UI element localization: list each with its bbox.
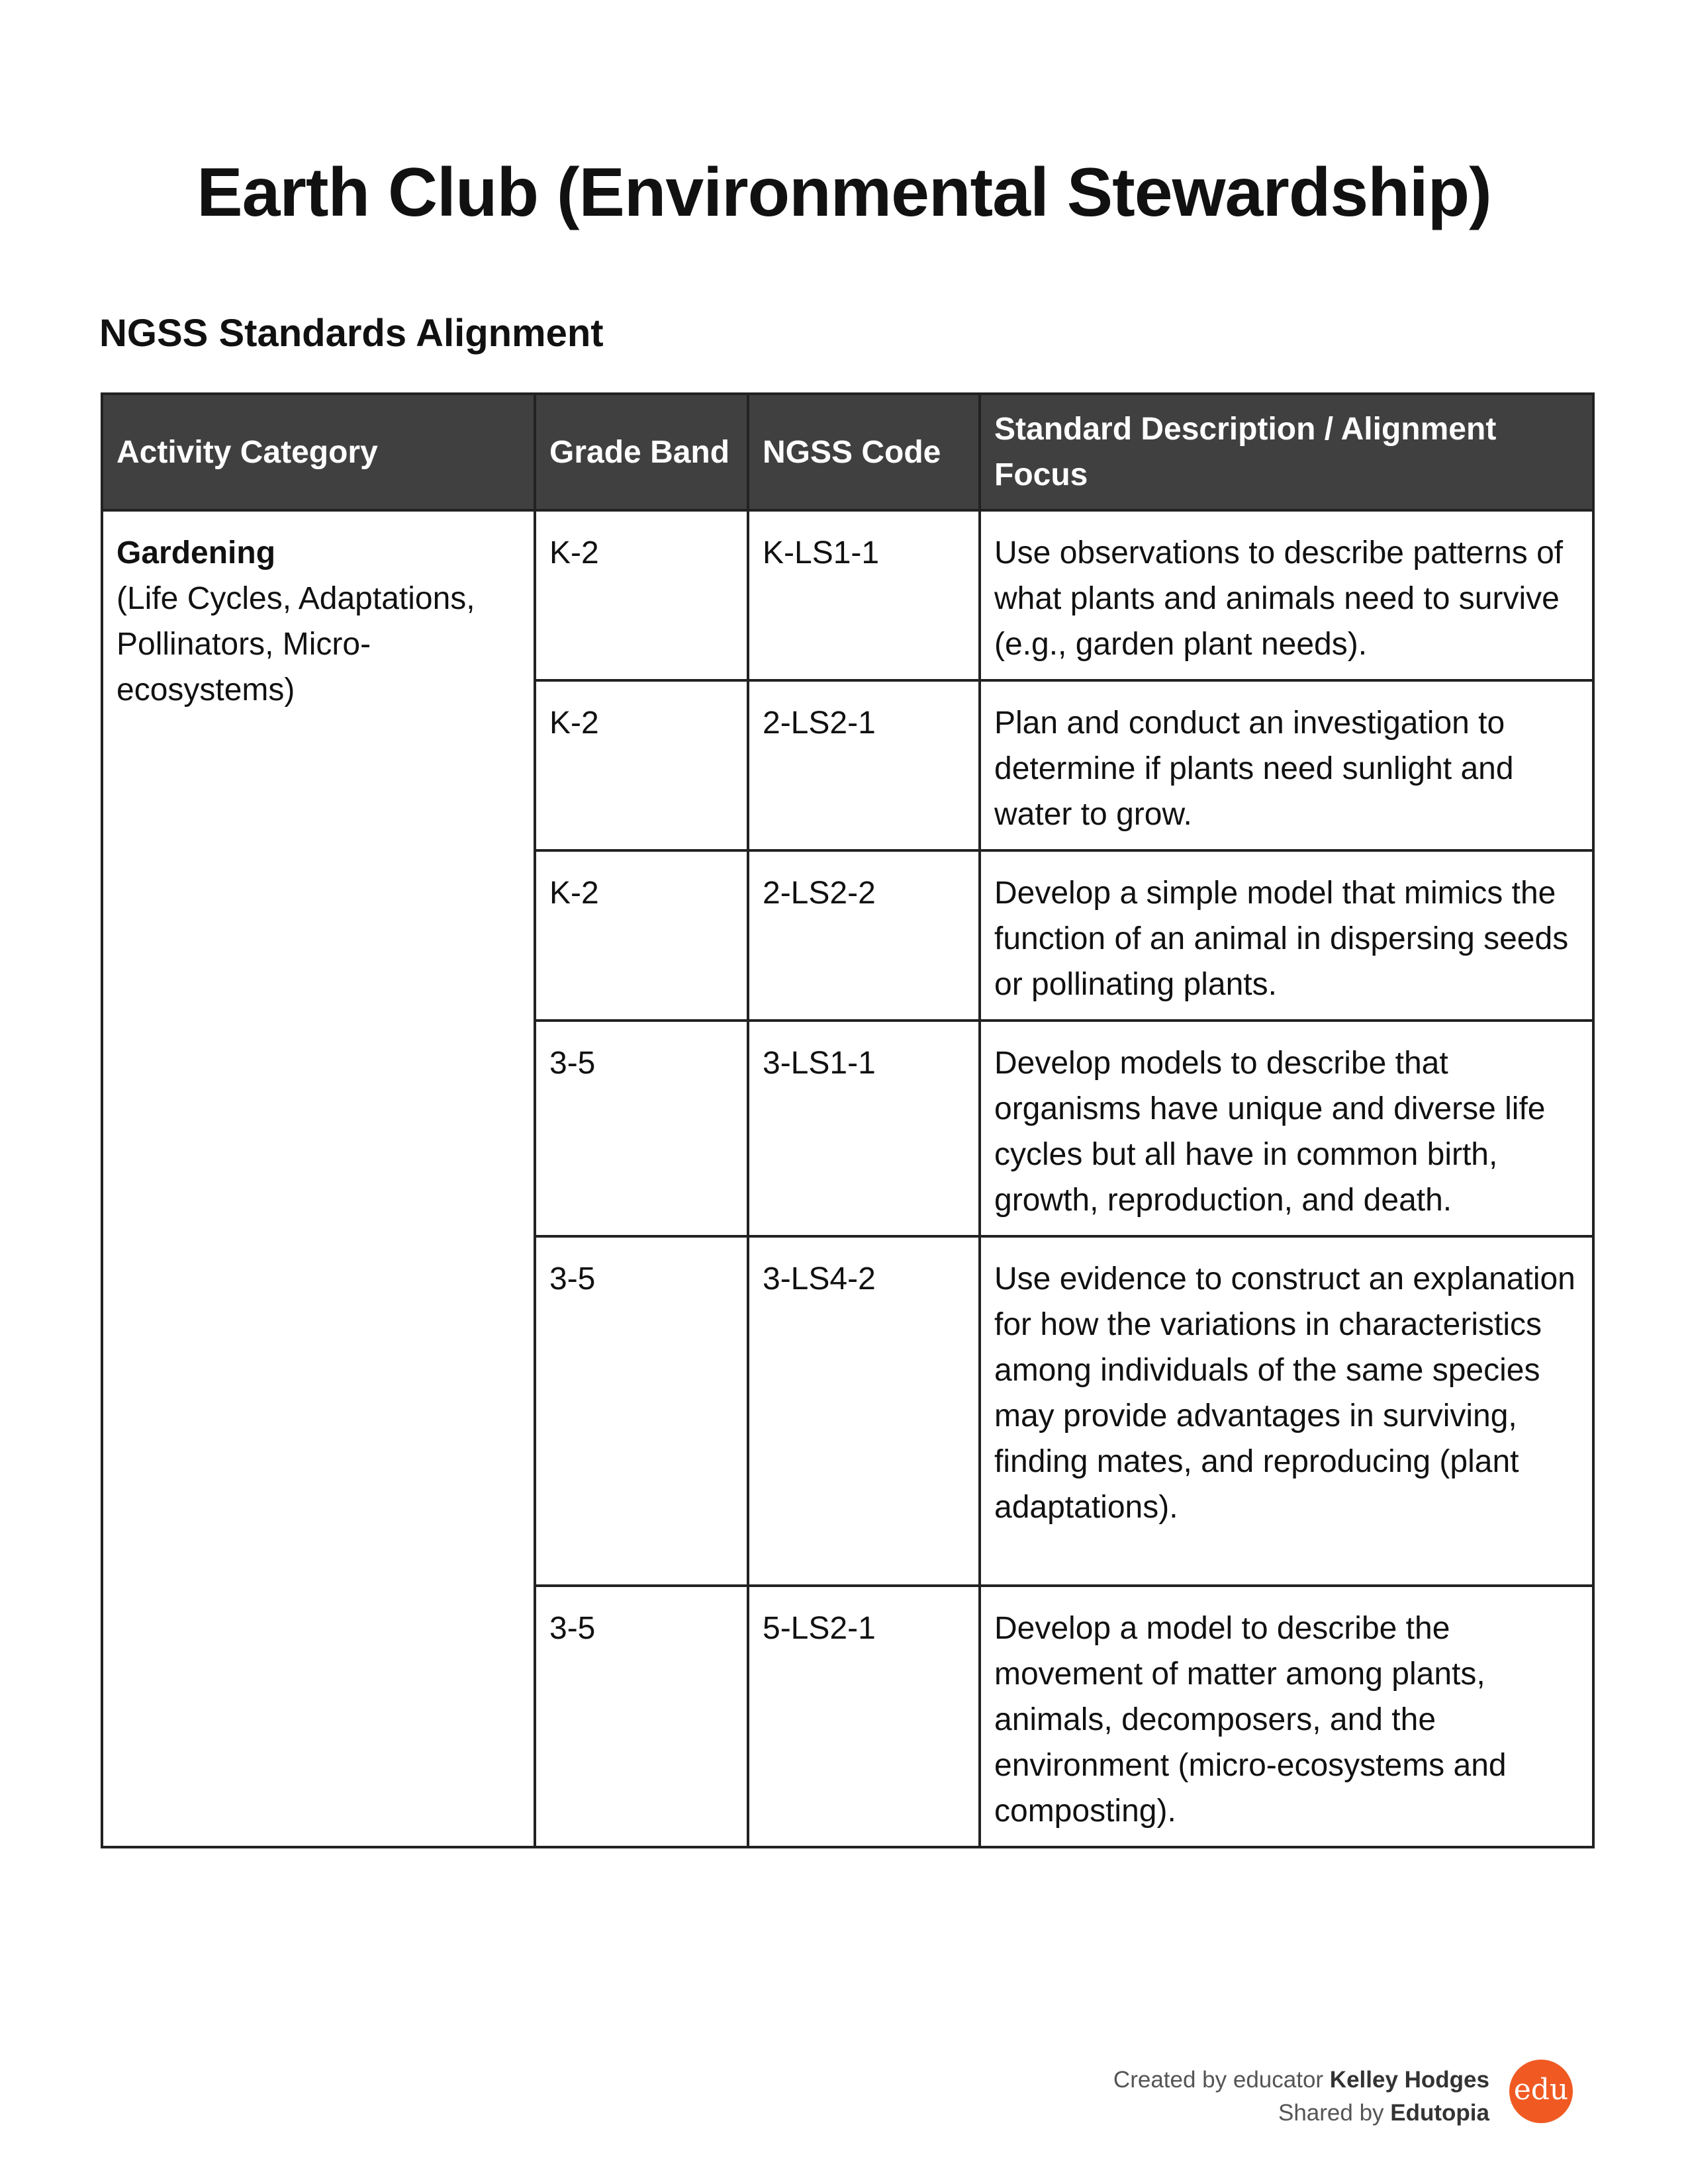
ngss-code-cell: 2-LS2-2 [748, 850, 980, 1021]
header-ngss-code: NGSS Code [748, 394, 980, 510]
ngss-code-cell: 3-LS1-1 [748, 1021, 980, 1236]
description-cell: Plan and conduct an investigation to determine if plants need sunlight and water to grow. [980, 680, 1593, 850]
publisher-name: Edutopia [1390, 2100, 1489, 2126]
ngss-code-cell: 5-LS2-1 [748, 1586, 980, 1847]
ngss-code-cell: K-LS1-1 [748, 510, 980, 680]
ngss-code-cell: 2-LS2-1 [748, 680, 980, 850]
grade-band-cell: K-2 [535, 680, 748, 850]
table-header-row [102, 394, 1593, 510]
header-activity-category: Activity Category [102, 394, 535, 510]
description-cell: Develop models to describe that organisms have unique and diverse life cycles but all have in common birth, growth, reproduction, and death. [980, 1021, 1593, 1236]
description-cell: Use evidence to construct an explanation for how the variations in characteristics among individuals of the same species may provide advantages in surviving, finding mates, and reproducing (plant adaptations). [980, 1236, 1593, 1586]
grade-band-cell: 3-5 [535, 1021, 748, 1236]
category-description: (Life Cycles, Adaptations, Pollinators, Micro-ecosystems) [117, 581, 475, 707]
creator-credit: Created by educator Kelley Hodges [1113, 2067, 1489, 2093]
header-grade-band: Grade Band [535, 394, 748, 510]
grade-band-cell: K-2 [535, 510, 748, 680]
description-cell: Use observations to describe patterns of what plants and animals need to survive (e.g., garden plant needs). [980, 510, 1593, 680]
attribution-footer [1113, 2064, 1489, 2130]
section-subtitle: NGSS Standards Alignment [99, 312, 604, 355]
ngss-alignment-table [101, 392, 1595, 1848]
table-row [102, 510, 1593, 680]
grade-band-cell: 3-5 [535, 1236, 748, 1586]
category-title: Gardening [117, 535, 276, 570]
header-standard-description: Standard Description / Alignment Focus [980, 394, 1593, 510]
grade-band-cell: K-2 [535, 850, 748, 1021]
edutopia-logo: edu [1509, 2060, 1573, 2123]
description-cell: Develop a model to describe the movement of matter among plants, animals, decomposers, and the environment (micro-ecosystems and composting). [980, 1586, 1593, 1847]
description-cell: Develop a simple model that mimics the function of an animal in dispersing seeds or pollinating plants. [980, 850, 1593, 1021]
activity-category-cell [102, 510, 535, 1847]
page-title: Earth Club (Environmental Stewardship) [197, 154, 1491, 231]
author-name: Kelley Hodges [1329, 2067, 1489, 2093]
publisher-credit: Shared by Edutopia [1278, 2100, 1489, 2126]
grade-band-cell: 3-5 [535, 1586, 748, 1847]
ngss-code-cell: 3-LS4-2 [748, 1236, 980, 1586]
